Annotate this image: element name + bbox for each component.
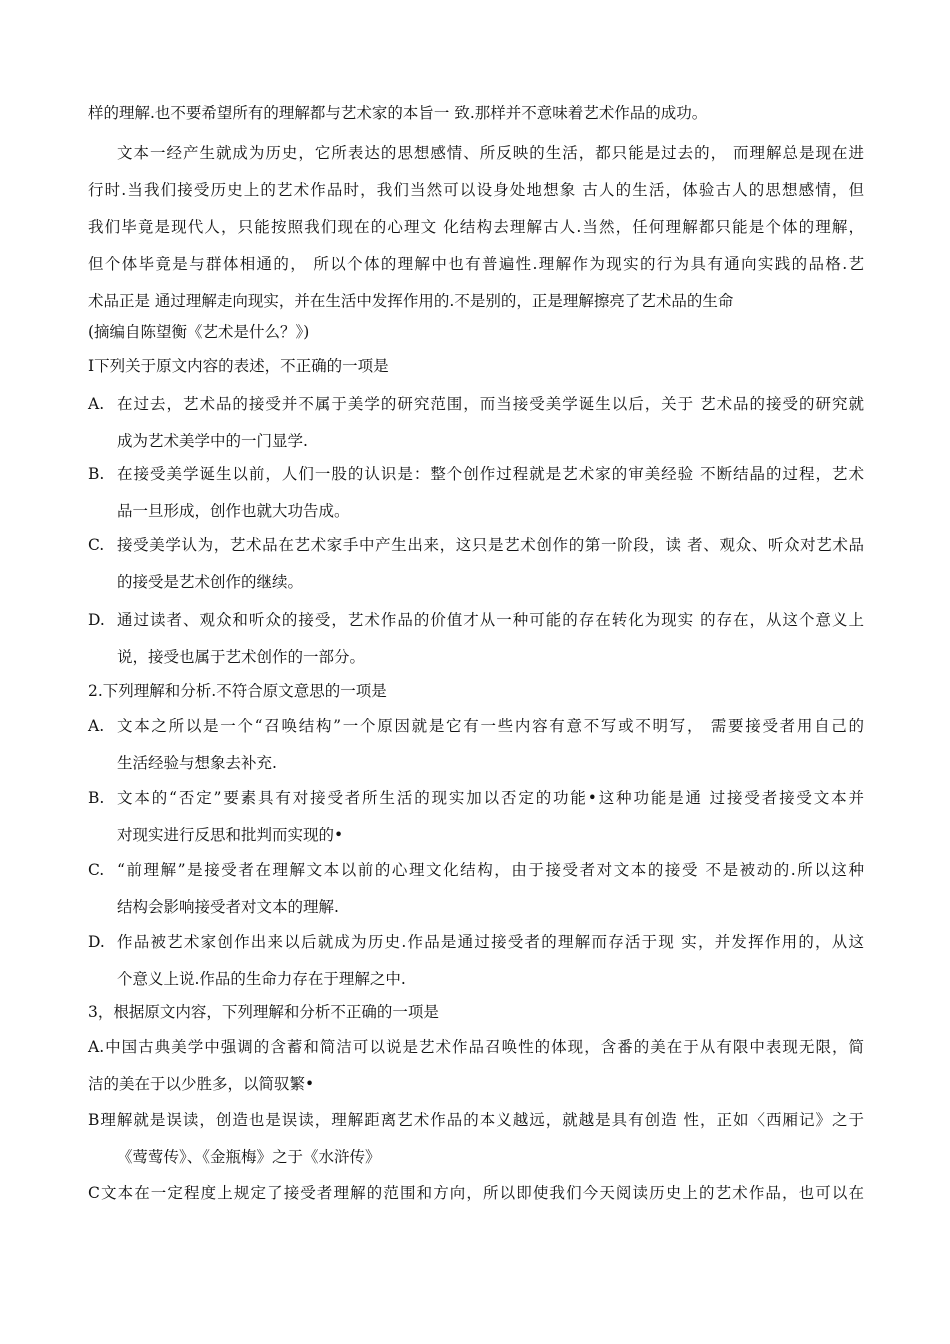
option-text: C文本在一定程度上规定了接受者理解的范围和方向，所以即使我们今天阅读历史上的艺术作品，也可以在 xyxy=(88,1184,864,1202)
option-text: B理解就是误读，创造也是误读，理解距离艺术作品的本义越远，就越是具有创造 性，正如〈西厢记》之于 xyxy=(88,1111,864,1129)
passage-line: 但个体毕竟是与群体相通的， 所以个体的理解中也有普遍性.理解作为现实的行为具有通向实践的品格.艺 xyxy=(88,255,864,273)
option-text: 文本的“否定”要素具有对接受者所生活的现实加以否定的功能•这种功能是通 过接受者接受文本并 xyxy=(117,789,864,807)
option-label: B. xyxy=(88,789,105,807)
passage-source: (摘编自陈望衡《艺术是什么？》) xyxy=(88,323,310,341)
option-label: A. xyxy=(88,717,105,735)
option-text: 作品被艺术家创作出来以后就成为历史.作品是通过接受者的理解而存活于现 实，并发挥作用的，从这 xyxy=(117,933,864,951)
option-text: A.中国古典美学中强调的含蓄和简洁可以说是艺术作品召唤性的体现，含番的美在于从有限中表现无限，简 xyxy=(88,1038,864,1056)
question-3-stem: 3，根据原文内容，下列理解和分析不正确的一项是 xyxy=(88,1003,439,1021)
passage-line: 我们毕竟是现代人，只能按照我们现在的心理文 化结构去理解古人.当然，任何理解都只能是个体的理解， xyxy=(88,218,864,236)
option-text: 成为艺术美学中的一门显学. xyxy=(117,432,308,450)
option-text: 文本之所以是一个“召唤结构”一个原因就是它有一些内容有意不写或不明写， 需要接受者用自己的 xyxy=(117,717,864,735)
passage-paragraph-start: 文本一经产生就成为历史，它所表达的思想感情、所反映的生活，都只能是过去的， 而理解总是现在进 xyxy=(117,144,864,162)
question-1-stem: I下列关于原文内容的表述，不正确的一项是 xyxy=(88,357,389,375)
option-label: C. xyxy=(88,861,105,879)
option-text: 说，接受也属于艺术创作的一部分。 xyxy=(117,648,366,666)
option-text: 接受美学认为，艺术品在艺术家手中产生出来，这只是艺术创作的第一阶段，读 者、观众、听众对艺术品 xyxy=(117,536,864,554)
option-text: 品一旦形成，创作也就大功告成。 xyxy=(117,502,350,520)
option-text: 对现实进行反思和批判而实现的• xyxy=(117,826,344,844)
option-text: 生活经验与想象去补充. xyxy=(117,754,277,772)
option-label: C. xyxy=(88,536,105,554)
option-text: 在接受美学诞生以前，人们一股的认识是：整个创作过程就是艺术家的审美经验 不断结晶的过程，艺术 xyxy=(117,465,864,483)
option-label: D. xyxy=(88,933,105,951)
option-label: B. xyxy=(88,465,105,483)
option-label: D. xyxy=(88,611,105,629)
option-text: 个意义上说.作品的生命力存在于理解之中. xyxy=(117,970,406,988)
option-text: 洁的美在于以少胜多，以简驭繁• xyxy=(88,1075,315,1093)
passage-line: 样的理解.也不要希望所有的理解都与艺术家的本旨一 致.那样并不意味着艺术作品的成功。 xyxy=(88,104,708,122)
question-2-stem: 2.下列理解和分析.不符合原文意思的一项是 xyxy=(88,682,387,700)
passage-line: 行时.当我们接受历史上的艺术作品时，我们当然可以设身处地想象 古人的生活，体验古人的思想感情，但 xyxy=(88,181,864,199)
option-label: A. xyxy=(88,395,105,413)
option-text: 《莺莺传》、《金瓶梅》之于《水浒传》 xyxy=(117,1148,381,1166)
option-text: “前理解”是接受者在理解文本以前的心理文化结构，由于接受者对文本的接受 不是被动的.所以这种 xyxy=(117,861,864,879)
option-text: 的接受是艺术创作的继续。 xyxy=(117,573,304,591)
option-text: 在过去，艺术品的接受并不属于美学的研究范围，而当接受美学诞生以后，关于 艺术品的接受的研究就 xyxy=(117,395,864,413)
passage-line: 术品正是 通过理解走向现实，并在生活中发挥作用的.不是别的，正是理解擦亮了艺术品的生命 xyxy=(88,292,734,310)
option-text: 通过读者、观众和听众的接受，艺术作品的价值才从一种可能的存在转化为现实 的存在，从这个意义上 xyxy=(117,611,864,629)
option-text: 结构会影响接受者对文本的理解. xyxy=(117,898,339,916)
